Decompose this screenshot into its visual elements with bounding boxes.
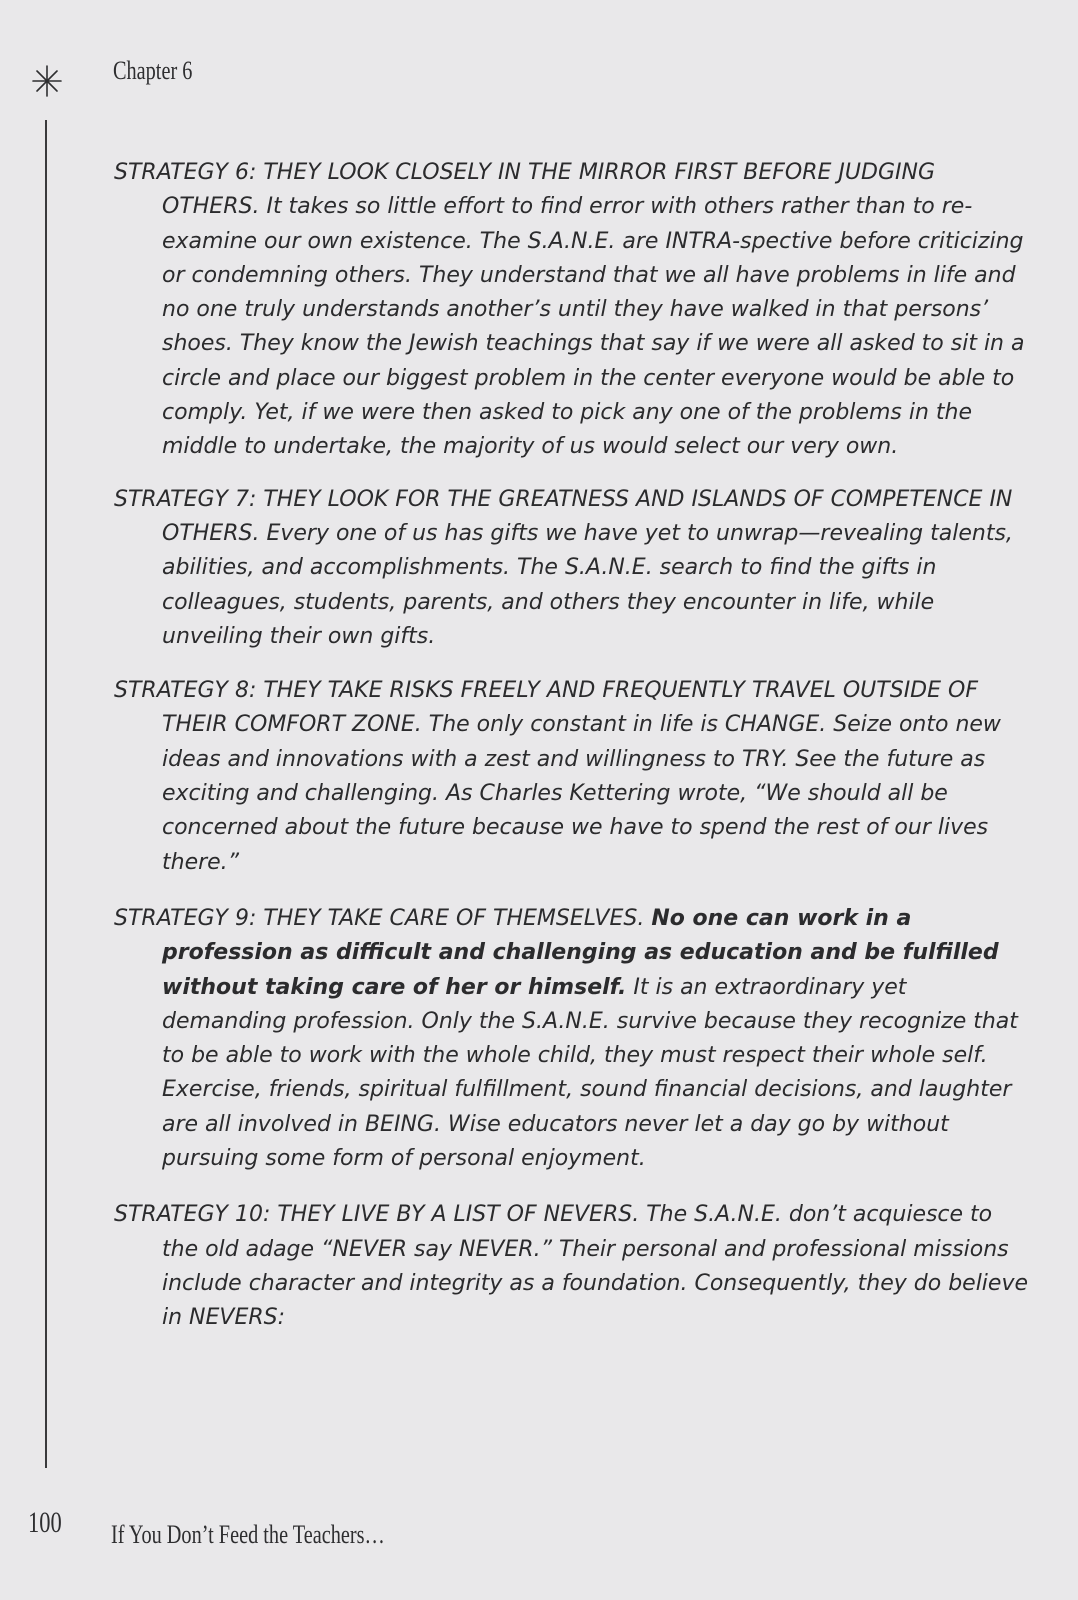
- strategy-6-lead: STRATEGY 6: THEY LOOK CLOSELY IN THE MIRROR FIRST BEFORE JUDGING OTHERS.: [114, 160, 936, 220]
- strategy-10-lead: STRATEGY 10: THEY LIVE BY A LIST OF NEVERS.: [114, 1202, 640, 1228]
- strategy-7-text: Every one of us has gifts we have yet to unwrap—revealing talents, abilities, and accomplishments. The S.A.N.E. search to find the gifts in colleagues, students, parents, and others they encounter in life, while unveiling their own gifts.: [162, 520, 1013, 649]
- running-footer-title: If You Don’t Feed the Teachers…: [111, 1520, 385, 1549]
- strategy-8-paragraph: [114, 674, 1034, 880]
- strategy-7-paragraph: [114, 483, 1034, 654]
- strategy-7-lead: STRATEGY 7: THEY LOOK FOR THE GREATNESS AND ISLANDS OF COMPETENCE IN OTHERS.: [114, 486, 1013, 546]
- page-number: 100: [28, 1506, 62, 1539]
- strategy-9-text: It is an extraordinary yet demanding profession. Only the S.A.N.E. survive because they recognize that to be able to work with the whole child, they must respect their whole self. Exercise, friends, spiritual fulfillment, sound financial decisions, and laughter are all involved in BEING. Wise educators never let a day go by without pursuing some form of personal enjoyment.: [162, 974, 1018, 1172]
- strategy-6-text: It takes so little effort to find error with others rather than to re-examine our own existence. The S.A.N.E. are INTRA-spective before criticizing or condemning others. They understand that we all have problems in life and no one truly understands another’s until they have walked in that persons’ shoes. They know the Jewish teachings that say if we were all asked to sit in a circle and place our biggest problem in the center everyone would be able to comply. Yet, if we were then asked to pick any one of the problems in the middle to undertake, the majority of us would select our very own.: [162, 194, 1025, 460]
- strategy-10-paragraph: [114, 1198, 1034, 1335]
- strategy-8-text: The only constant in life is CHANGE. Seize onto new ideas and innovations with a zest and willingness to TRY. See the future as exciting and challenging. As Charles Kettering wrote, “We should all be concerned about the future because we have to spend the rest of our lives there.”: [162, 712, 1001, 875]
- strategy-9-lead: STRATEGY 9: THEY TAKE CARE OF THEMSELVES.: [114, 905, 645, 931]
- strategy-6-paragraph: [114, 156, 1034, 465]
- asterisk-ornament-icon: [30, 64, 64, 98]
- strategy-10-text: The S.A.N.E. don’t acquiesce to the old adage “NEVER say NEVER.” Their personal and professional missions include character and integrity as a foundation. Consequently, they do believe in NEVERS:: [162, 1202, 1029, 1331]
- chapter-heading: Chapter 6: [113, 56, 193, 85]
- body-text: [114, 156, 1034, 1336]
- margin-rule: [45, 120, 47, 1468]
- strategy-9-bold-text: No one can work in a profession as difficult and challenging as education and be fulfilled without taking care of her or himself.: [162, 905, 999, 1000]
- strategy-8-lead: STRATEGY 8: THEY TAKE RISKS FREELY AND FREQUENTLY TRAVEL OUTSIDE OF THEIR COMFORT ZONE.: [114, 678, 978, 738]
- strategy-9-paragraph: [114, 902, 1034, 1176]
